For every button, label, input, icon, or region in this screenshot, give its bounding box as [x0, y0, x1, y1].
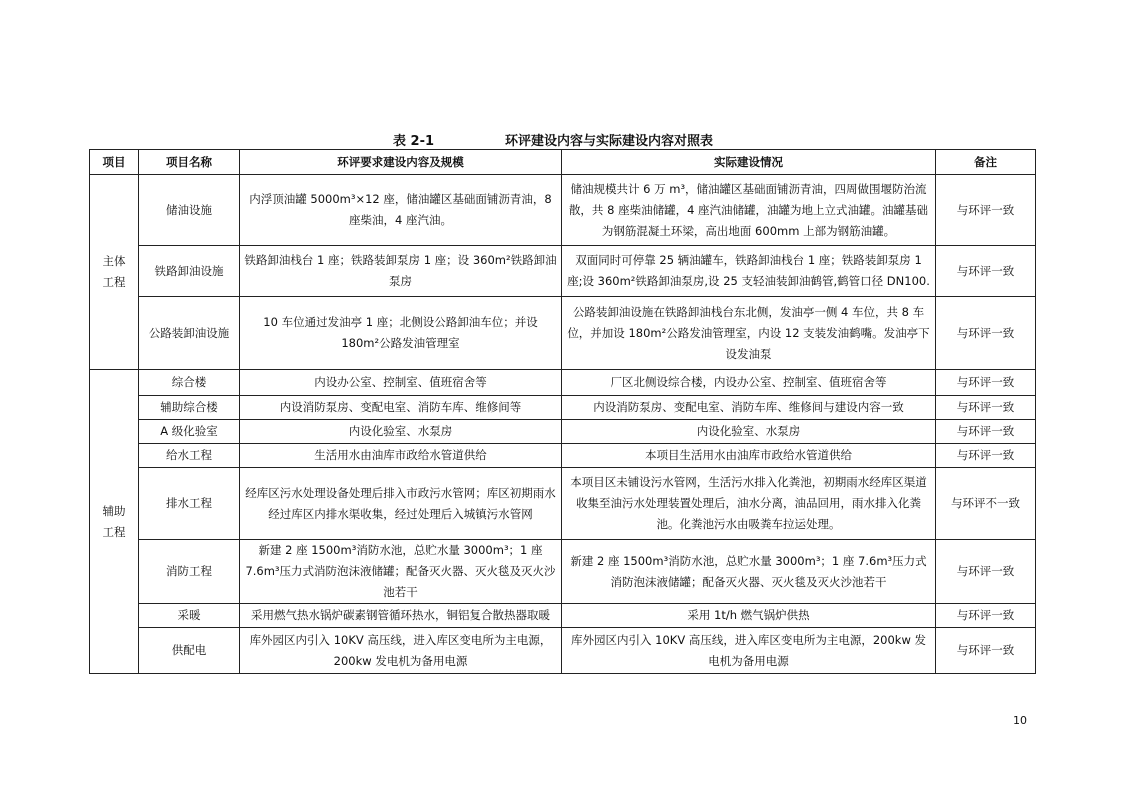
header-cell: 环评要求建设内容及规模 — [240, 150, 562, 175]
table-row — [90, 540, 1036, 604]
table-row — [90, 604, 1036, 628]
table-number: 表 2-1 — [393, 134, 435, 149]
actual-content: 本项目区未铺设污水管网，生活污水排入化粪池，初期雨水经库区渠道收集至油污水处理装置处理后，油水分离，油品回用，雨水排入化粪池。化粪池污水由吸粪车拉运处理。 — [562, 468, 936, 540]
item-name: 供配电 — [139, 628, 240, 674]
page-number: 10 — [1013, 714, 1027, 727]
required-content: 内设化验室、水泵房 — [240, 420, 562, 444]
item-name: 综合楼 — [139, 370, 240, 396]
actual-content: 内设消防泵房、变配电室、消防车库、维修间与建设内容一致 — [562, 396, 936, 420]
required-content: 生活用水由油库市政给水管道供给 — [240, 444, 562, 468]
required-content: 采用燃气热水锅炉碳素钢管循环热水，铜铝复合散热器取暖 — [240, 604, 562, 628]
item-name: 储油设施 — [139, 175, 240, 246]
actual-content: 公路装卸油设施在铁路卸油栈台东北侧，发油亭一侧 4 车位，共 8 车位，并加设 180m²公路发油管理室，内设 12 支装发油鹤嘴。发油亭下设发油泵 — [562, 297, 936, 370]
actual-content: 双面同时可停靠 25 辆油罐车，铁路卸油栈台 1 座；铁路装卸泵房 1 座;设 360m²铁路卸油泵房,设 25 支轻油装卸油鹤管,鹤管口径 DN100. — [562, 246, 936, 297]
note: 与环评一致 — [936, 297, 1036, 370]
required-content: 铁路卸油栈台 1 座；铁路装卸泵房 1 座；设 360m²铁路卸油泵房 — [240, 246, 562, 297]
header-cell: 项目名称 — [139, 150, 240, 175]
table-row — [90, 246, 1036, 297]
required-content: 经库区污水处理设备处理后排入市政污水管网；库区初期雨水经过库区内排水渠收集，经过处理后入城镇污水管网 — [240, 468, 562, 540]
item-name: 给水工程 — [139, 444, 240, 468]
note: 与环评一致 — [936, 396, 1036, 420]
actual-content: 本项目生活用水由油库市政给水管道供给 — [562, 444, 936, 468]
actual-content: 储油规模共计 6 万 m³，储油罐区基础面铺沥青油，四周做围堰防治流散，共 8 座柴油储罐，4 座汽油储罐，油罐为地上立式油罐。油罐基础为钢筋混凝土环梁，高出地面 600mm 上部为钢筋油罐。 — [562, 175, 936, 246]
required-content: 内设办公室、控制室、值班宿舍等 — [240, 370, 562, 396]
note: 与环评一致 — [936, 540, 1036, 604]
item-name: 采暖 — [139, 604, 240, 628]
note: 与环评一致 — [936, 444, 1036, 468]
note: 与环评一致 — [936, 370, 1036, 396]
required-content: 内浮顶油罐 5000m³×12 座，储油罐区基础面铺沥青油，8 座柴油，4 座汽油。 — [240, 175, 562, 246]
required-content: 新建 2 座 1500m³消防水池，总贮水量 3000m³；1 座 7.6m³压力式消防泡沫液储罐；配备灭火器、灭火毯及灭火沙池若干 — [240, 540, 562, 604]
actual-content: 库外园区内引入 10KV 高压线，进入库区变电所为主电源，200kw 发电机为备用电源 — [562, 628, 936, 674]
actual-content: 厂区北侧设综合楼，内设办公室、控制室、值班宿舍等 — [562, 370, 936, 396]
item-name: A 级化验室 — [139, 420, 240, 444]
actual-content: 内设化验室、水泵房 — [562, 420, 936, 444]
item-name: 消防工程 — [139, 540, 240, 604]
actual-content: 新建 2 座 1500m³消防水池，总贮水量 3000m³；1 座 7.6m³压力式消防泡沫液储罐；配备灭火器、灭火毯及灭火沙池若干 — [562, 540, 936, 604]
note: 与环评不一致 — [936, 468, 1036, 540]
required-content: 库外园区内引入 10KV 高压线，进入库区变电所为主电源，200kw 发电机为备用电源 — [240, 628, 562, 674]
table-row — [90, 444, 1036, 468]
note: 与环评一致 — [936, 175, 1036, 246]
table-row — [90, 175, 1036, 246]
comparison-table — [89, 149, 1036, 674]
header-row — [90, 150, 1036, 175]
group-label: 辅助工程 — [90, 370, 139, 674]
table-title: 环评建设内容与实际建设内容对照表 — [505, 134, 714, 149]
table-row — [90, 370, 1036, 396]
item-name: 公路装卸油设施 — [139, 297, 240, 370]
item-name: 排水工程 — [139, 468, 240, 540]
note: 与环评一致 — [936, 420, 1036, 444]
note: 与环评一致 — [936, 604, 1036, 628]
table-row — [90, 420, 1036, 444]
table-row — [90, 628, 1036, 674]
header-cell: 备注 — [936, 150, 1036, 175]
required-content: 10 车位通过发油亭 1 座；北侧设公路卸油车位；并设 180m²公路发油管理室 — [240, 297, 562, 370]
required-content: 内设消防泵房、变配电室、消防车库、维修间等 — [240, 396, 562, 420]
group-label: 主体工程 — [90, 175, 139, 370]
header-cell: 项目 — [90, 150, 139, 175]
item-name: 铁路卸油设施 — [139, 246, 240, 297]
table-row — [90, 297, 1036, 370]
note: 与环评一致 — [936, 628, 1036, 674]
header-cell: 实际建设情况 — [562, 150, 936, 175]
actual-content: 采用 1t/h 燃气锅炉供热 — [562, 604, 936, 628]
table-row — [90, 468, 1036, 540]
table-row — [90, 396, 1036, 420]
item-name: 辅助综合楼 — [139, 396, 240, 420]
table-caption — [0, 130, 1122, 148]
note: 与环评一致 — [936, 246, 1036, 297]
